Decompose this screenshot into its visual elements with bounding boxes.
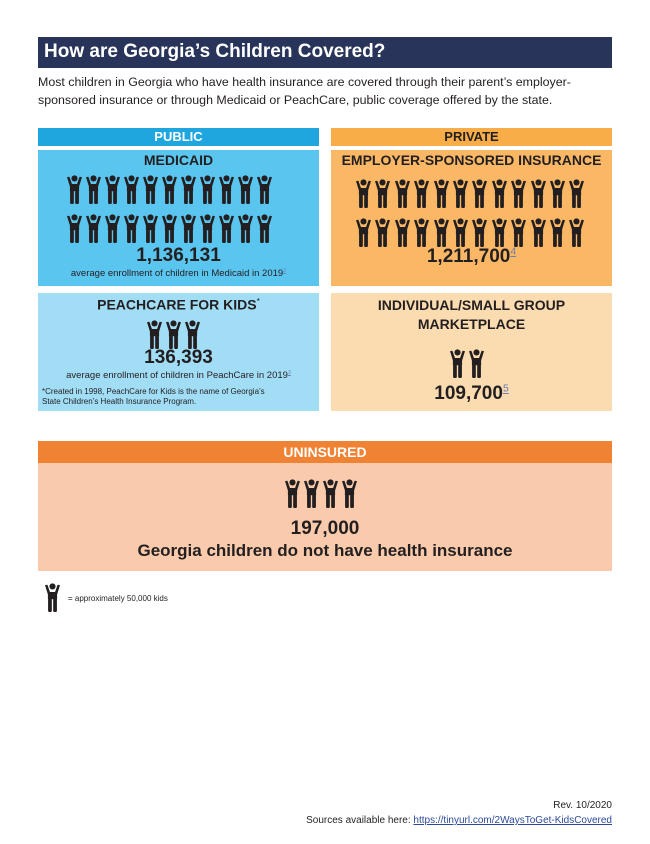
child-arms-raised-icon (341, 478, 358, 514)
page-title: How are Georgia’s Children Covered? (44, 41, 386, 62)
child-arms-raised-icon (433, 178, 450, 214)
child-arms-raised-icon (510, 178, 527, 214)
individual-title-line1: INDIVIDUAL/SMALL GROUP (377, 297, 566, 313)
medicaid-number: 1,136,131 (136, 245, 221, 266)
child-arms-raised-icon (104, 174, 121, 210)
child-arms-raised-icon (449, 348, 466, 384)
uninsured-panel (38, 463, 612, 571)
peachcare-title: PEACHCARE FOR KIDS (97, 296, 257, 313)
medicaid-footnote-link[interactable]: 2 (283, 268, 287, 274)
employer-panel (331, 150, 612, 286)
peachcare-caption (38, 370, 319, 381)
peachcare-title-mark: * (256, 296, 260, 306)
uninsured-number: 197,000 (290, 518, 360, 539)
child-arms-raised-icon (468, 348, 485, 384)
employer-footnote-link[interactable]: 4 (510, 246, 517, 258)
revision-note: Rev. 10/2020 (553, 800, 612, 811)
child-arms-raised-icon (549, 178, 566, 214)
child-arms-raised-icon (394, 178, 411, 214)
child-arms-raised-icon (322, 478, 339, 514)
peachcare-title-line (38, 296, 319, 313)
public-header: PUBLIC (38, 128, 319, 146)
legend-text: = approximately 50,000 kids (68, 594, 168, 603)
peachcare-panel (38, 293, 319, 411)
medicaid-caption-text: average enrollment of children in Medicaid in 2019 (70, 268, 284, 280)
child-arms-raised-icon (180, 174, 197, 210)
peachcare-footnote-link[interactable]: 3 (287, 370, 291, 376)
employer-number-line (331, 246, 612, 268)
child-arms-raised-icon (237, 213, 254, 249)
uninsured-caption: Georgia children do not have health insurance (137, 541, 513, 560)
medicaid-panel (38, 150, 319, 286)
sources-line (212, 815, 612, 826)
employer-icons (355, 178, 589, 253)
child-arms-raised-icon (452, 178, 469, 214)
legend-icon (44, 582, 61, 618)
medicaid-caption (38, 268, 319, 279)
medicaid-icons (66, 174, 291, 249)
child-arms-raised-icon (413, 178, 430, 214)
child-arms-raised-icon (161, 213, 178, 249)
child-arms-raised-icon (180, 213, 197, 249)
individual-number-line (331, 383, 612, 405)
peachcare-caption-text: average enrollment of children in PeachCare in 2019 (66, 370, 288, 382)
child-arms-raised-icon (85, 213, 102, 249)
medicaid-title: MEDICAID (143, 152, 214, 168)
uninsured-icons (284, 478, 358, 514)
child-arms-raised-icon (161, 174, 178, 210)
peachcare-note-line1: *Created in 1998, PeachCare for Kids is the name of Georgia’s (42, 387, 265, 396)
individual-number: 109,700 (434, 383, 503, 404)
child-arms-raised-icon (218, 213, 235, 249)
individual-panel (331, 293, 612, 411)
child-arms-raised-icon (142, 213, 159, 249)
child-arms-raised-icon (237, 174, 254, 210)
peachcare-note-line2: State Children’s Health Insurance Program. (42, 397, 197, 406)
child-arms-raised-icon (374, 178, 391, 214)
individual-title-line2: MARKETPLACE (417, 316, 526, 332)
child-arms-raised-icon (355, 178, 372, 214)
intro-text: Most children in Georgia who have health insurance are covered through their parent’s employer-sponsored insurance or through Medicaid or PeachCare, public coverage offered by the state. (38, 75, 571, 107)
child-arms-raised-icon (44, 582, 61, 618)
child-arms-raised-icon (104, 213, 121, 249)
employer-number: 1,211,700 (426, 246, 511, 267)
child-arms-raised-icon (471, 178, 488, 214)
child-arms-raised-icon (218, 174, 235, 210)
peachcare-number: 136,393 (144, 347, 213, 368)
child-arms-raised-icon (199, 213, 216, 249)
child-arms-raised-icon (123, 213, 140, 249)
child-arms-raised-icon (491, 178, 508, 214)
child-arms-raised-icon (303, 478, 320, 514)
private-header: PRIVATE (331, 128, 612, 146)
title-bar (38, 37, 612, 68)
child-arms-raised-icon (85, 174, 102, 210)
uninsured-header: UNINSURED (38, 441, 612, 463)
legend (44, 582, 244, 616)
child-arms-raised-icon (66, 174, 83, 210)
sources-link[interactable]: https://tinyurl.com/2WaysToGet-KidsCovered (413, 815, 612, 826)
individual-footnote-link[interactable]: 5 (502, 383, 509, 395)
child-arms-raised-icon (66, 213, 83, 249)
child-arms-raised-icon (142, 174, 159, 210)
child-arms-raised-icon (568, 178, 585, 214)
child-arms-raised-icon (123, 174, 140, 210)
child-arms-raised-icon (199, 174, 216, 210)
individual-icons (449, 348, 485, 384)
child-arms-raised-icon (256, 174, 273, 210)
employer-title: EMPLOYER-SPONSORED INSURANCE (341, 152, 602, 168)
child-arms-raised-icon (530, 178, 547, 214)
child-arms-raised-icon (284, 478, 301, 514)
peachcare-note (42, 387, 317, 407)
child-arms-raised-icon (256, 213, 273, 249)
sources-label: Sources available here: (306, 815, 414, 826)
